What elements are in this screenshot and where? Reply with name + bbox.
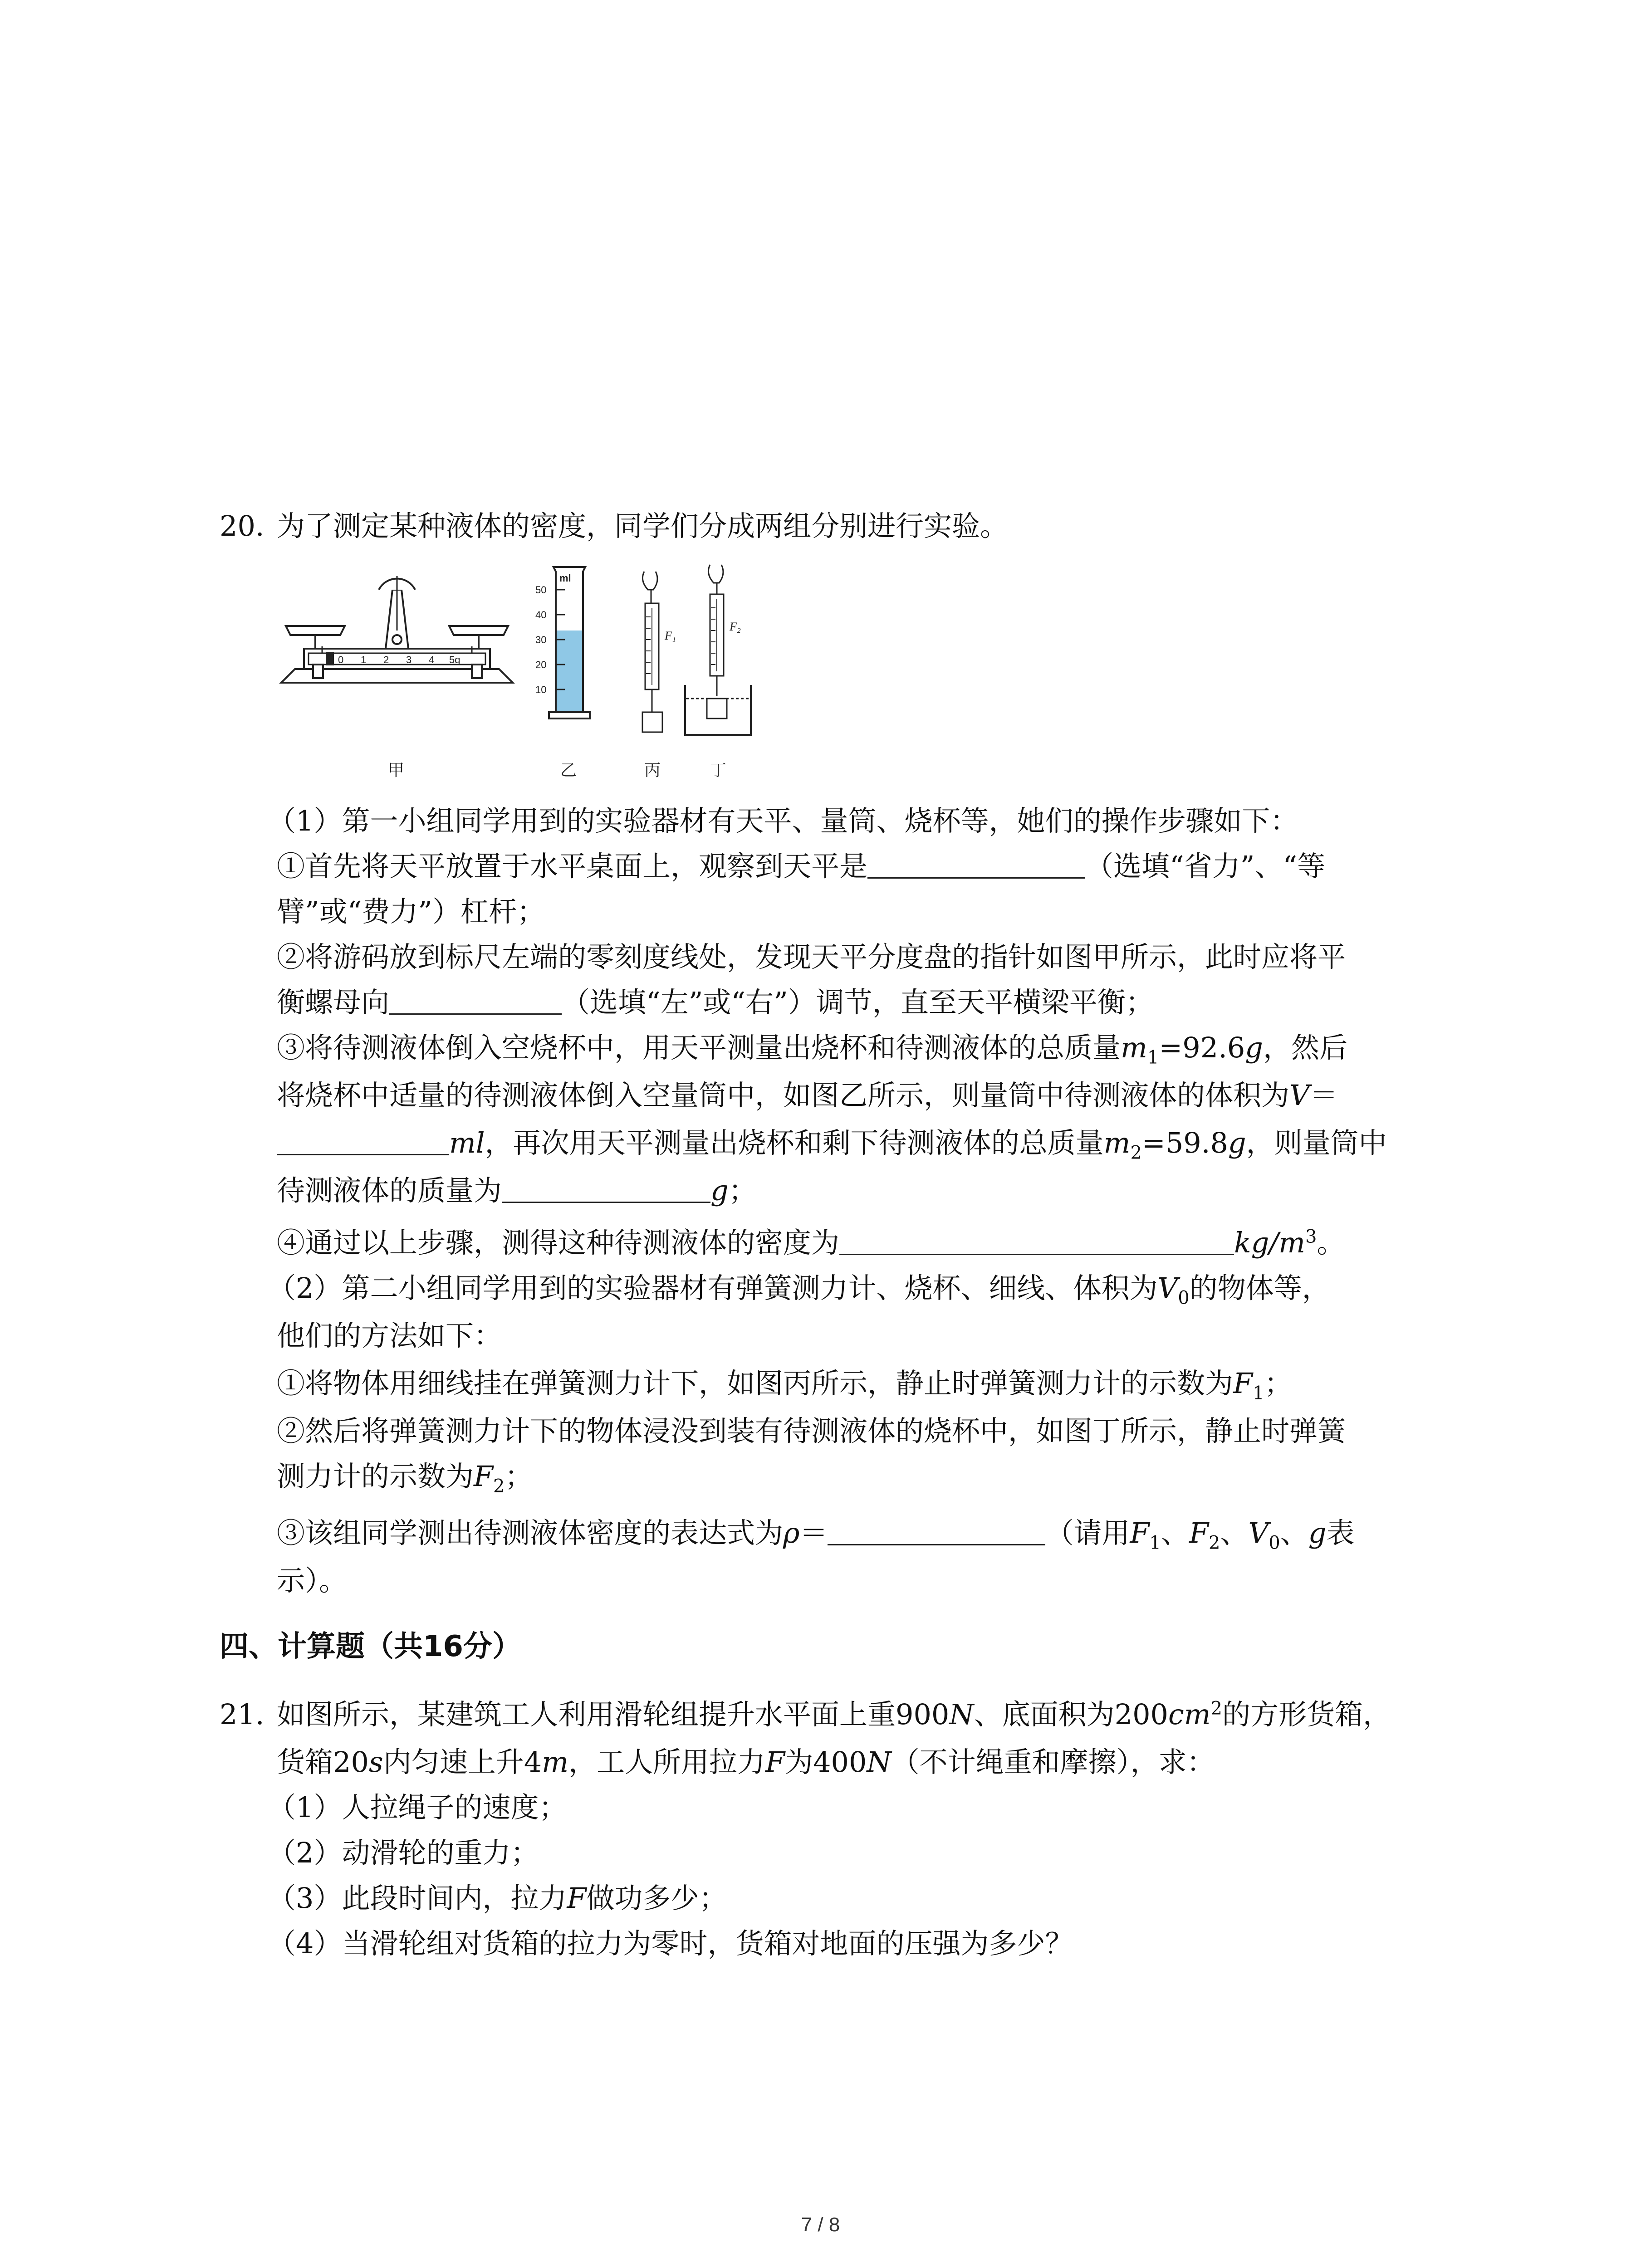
step-3-line-2 [277, 1077, 1338, 1114]
q21-text: 货箱 [277, 1745, 333, 1779]
area-value: 200 [1114, 1698, 1168, 1731]
step-3-text-3-end: ，则量筒中 [1246, 1126, 1387, 1159]
var-sub: 1 [1149, 1532, 1161, 1554]
question-21-line-2 [277, 1744, 1215, 1780]
step-3-line-3 [277, 1125, 1387, 1161]
cylinder-tick: 50 [535, 584, 547, 596]
sep: 、 [1220, 1516, 1249, 1549]
var-sub: 0 [1269, 1532, 1280, 1554]
var-f: F [567, 1882, 587, 1915]
step-2-options: （选填“左”或“右”）调节，直至天平横梁平衡； [562, 986, 1154, 1019]
step-3-line-4 [277, 1173, 757, 1209]
step-1-line-1 [277, 848, 1325, 885]
unit-g: g [1245, 1031, 1263, 1064]
punct: 。 [1317, 1226, 1345, 1259]
var-sub: 2 [493, 1476, 505, 1497]
unit-g: g [710, 1174, 729, 1207]
q21-text: 、底面积为 [974, 1698, 1115, 1731]
method-1-text: ①将物体用细线挂在弹簧测力计下，如图丙所示，静止时弹簧测力计的示数为 [277, 1367, 1234, 1400]
var-f: F [1233, 1367, 1253, 1400]
var-sub: 1 [1253, 1383, 1264, 1404]
var-sub: 2 [1209, 1532, 1220, 1554]
question-20-number: 20. [220, 509, 265, 543]
method-step-2-line-1: ②然后将弹簧测力计下的物体浸没到装有待测液体的烧杯中，如图丁所示，静止时弹簧 [277, 1414, 1346, 1447]
cylinder-tick: 20 [535, 659, 547, 670]
scale-tick: 0 [338, 654, 344, 665]
step-1-text: ①首先将天平放置于水平桌面上，观察到天平是 [277, 850, 868, 883]
cylinder-tick: 40 [535, 609, 547, 621]
q21-text: （不计绳重和摩擦），求： [891, 1745, 1215, 1779]
step-4-line [277, 1225, 1345, 1261]
unit-sup: 2 [1210, 1698, 1222, 1719]
figure-label-yi: 乙 [560, 761, 577, 780]
q21-text: 的方形货箱， [1222, 1698, 1391, 1731]
page-number: 7 / 8 [801, 2214, 840, 2236]
punct: ； [728, 1174, 757, 1207]
q21-text: 如图所示，某建筑工人利用滑轮组提升水平面上重 [277, 1698, 896, 1731]
mass-value-2: =59.8 [1141, 1126, 1228, 1159]
cylinder-unit: ml [559, 572, 571, 584]
f1-label: F₁ [665, 629, 676, 642]
step-3-text-4: 待测液体的质量为 [277, 1174, 502, 1207]
q21-text: 内匀速上升 [383, 1745, 524, 1779]
part-2-text: （2）第二小组同学用到的实验器材有弹簧测力计、烧杯、细线、体积为 [268, 1271, 1158, 1305]
spring-scale-in-air [642, 572, 662, 732]
unit-g: g [1228, 1126, 1246, 1159]
unit-m: m [542, 1745, 569, 1779]
unit-sup: 3 [1305, 1226, 1317, 1247]
q21-text: ，工人所用拉力 [568, 1745, 766, 1779]
question-21-sub-4: （4）当滑轮组对货箱的拉力为零时，货箱对地面的压强为多少？ [268, 1927, 1073, 1960]
var-m: m [1121, 1031, 1147, 1064]
mass-value-1: =92.6 [1159, 1031, 1245, 1064]
scale-tick: 1 [361, 654, 367, 665]
height-value: 4 [524, 1745, 542, 1779]
var-f: F [1130, 1516, 1150, 1549]
answer-blank-lever-type[interactable] [867, 849, 1085, 879]
unit-ml: ml [449, 1126, 485, 1159]
step-2-line-2 [277, 984, 1154, 1021]
force-value: 400 [813, 1745, 867, 1779]
var-f: F [1189, 1516, 1209, 1549]
experiment-figure [277, 562, 812, 798]
step-4-text: ④通过以上步骤，测得这种待测液体的密度为 [277, 1226, 840, 1259]
figure-label-ding: 丁 [710, 761, 727, 780]
method-2-text: 测力计的示数为 [277, 1460, 474, 1493]
part-1-intro: （1）第一小组同学用到的实验器材有天平、量筒、烧杯等，她们的操作步骤如下： [268, 804, 1298, 837]
method-step-3-line-1 [277, 1515, 1355, 1554]
question-21-line-1 [277, 1696, 1391, 1733]
var-v: V [1248, 1516, 1269, 1549]
var-f: F [474, 1460, 494, 1493]
var-sub: 2 [1130, 1142, 1142, 1163]
method-3-text: ③该组同学测出待测液体密度的表达式为 [277, 1516, 784, 1549]
step-3-text-end: ，然后 [1263, 1031, 1347, 1064]
scale-tick: 4 [429, 654, 435, 665]
step-2-text: 衡螺母向 [277, 986, 390, 1019]
unit-kg-per-m3: kg/m [1234, 1226, 1305, 1259]
var-m: m [1103, 1126, 1131, 1159]
method-step-1 [277, 1365, 1293, 1402]
figure-label-bing: 丙 [644, 761, 661, 780]
method-step-2-line-2 [277, 1458, 533, 1495]
var-sub: 0 [1178, 1287, 1190, 1309]
sep: 、 [1280, 1516, 1308, 1549]
f2-label: F₂ [730, 620, 741, 633]
var-sub: 1 [1147, 1047, 1159, 1068]
step-3-text-3: ，再次用天平测量出烧杯和剩下待测液体的总质量 [485, 1126, 1104, 1159]
q21-sub3-text: 做功多少； [586, 1882, 727, 1915]
weight-value: 900 [896, 1698, 950, 1731]
step-3-line-1 [277, 1030, 1347, 1066]
question-21-sub-1: （1）人拉绳子的速度； [268, 1791, 567, 1824]
unit-cm: cm [1168, 1698, 1211, 1731]
sep: 、 [1161, 1516, 1189, 1549]
part-2-intro-line-1 [268, 1270, 1330, 1309]
answer-blank-mass[interactable] [502, 1173, 710, 1203]
step-3-text-2: 将烧杯中适量的待测液体倒入空量筒中，如图乙所示，则量筒中待测液体的体积为 [277, 1079, 1290, 1112]
question-21-number: 21. [220, 1698, 265, 1731]
q21-text: 为 [785, 1745, 813, 1779]
figure-label-jia: 甲 [388, 761, 405, 780]
var-v: V [1157, 1271, 1178, 1305]
var-rho: ρ [783, 1516, 800, 1549]
scale-tick: 5g [449, 654, 460, 665]
method-step-3-line-2: 示）。 [277, 1564, 348, 1597]
unit-s: s [368, 1745, 383, 1779]
method-3-instruction: （请用 [1045, 1516, 1130, 1549]
step-3-text: ③将待测液体倒入空烧杯中，用天平测量出烧杯和待测液体的总质量 [277, 1031, 1121, 1064]
part-2-text-end: 的物体等， [1189, 1271, 1330, 1305]
unit-n: N [949, 1698, 974, 1731]
var-v: V [1289, 1079, 1310, 1112]
equals-sign: ＝ [799, 1516, 828, 1549]
question-21-sub-3 [268, 1880, 727, 1916]
question-21-sub-2: （2）动滑轮的重力； [268, 1836, 539, 1869]
balance-drawing [281, 576, 513, 683]
step-1-line-2: 臂”或“费力”）杠杆； [277, 895, 545, 928]
question-20-stem: 为了测定某种液体的密度，同学们分成两组分别进行实验。 [277, 509, 1009, 543]
q21-sub3-text: （3）此段时间内，拉力 [268, 1882, 567, 1915]
method-3-end: 表 [1326, 1516, 1355, 1549]
unit-n: N [867, 1745, 892, 1779]
step-2-line-1: ②将游码放到标尺左端的零刻度线处，发现天平分度盘的指针如图甲所示，此时应将平 [277, 940, 1346, 973]
answer-blank-nut-direction[interactable] [389, 985, 562, 1015]
spring-scale-in-liquid [685, 565, 751, 735]
cylinder-tick: 30 [535, 634, 547, 645]
scale-tick: 2 [383, 654, 389, 665]
punct: ； [505, 1460, 533, 1493]
answer-blank-density-expression[interactable] [828, 1516, 1045, 1545]
time-value: 20 [333, 1745, 369, 1779]
step-1-options: （选填“省力”、“等 [1085, 850, 1326, 883]
answer-blank-volume[interactable] [277, 1126, 449, 1155]
punct: ； [1264, 1367, 1293, 1400]
scale-tick: 3 [406, 654, 412, 665]
experiment-diagram [277, 562, 812, 798]
var-g: g [1308, 1516, 1327, 1549]
equals-sign: ＝ [1309, 1079, 1338, 1112]
section-heading: 四、计算题（共16分） [220, 1630, 522, 1663]
var-f: F [765, 1745, 785, 1779]
part-2-intro-line-2: 他们的方法如下： [277, 1319, 502, 1352]
measuring-cylinder [535, 567, 590, 719]
cylinder-tick: 10 [535, 684, 547, 695]
answer-blank-density[interactable] [839, 1226, 1234, 1255]
